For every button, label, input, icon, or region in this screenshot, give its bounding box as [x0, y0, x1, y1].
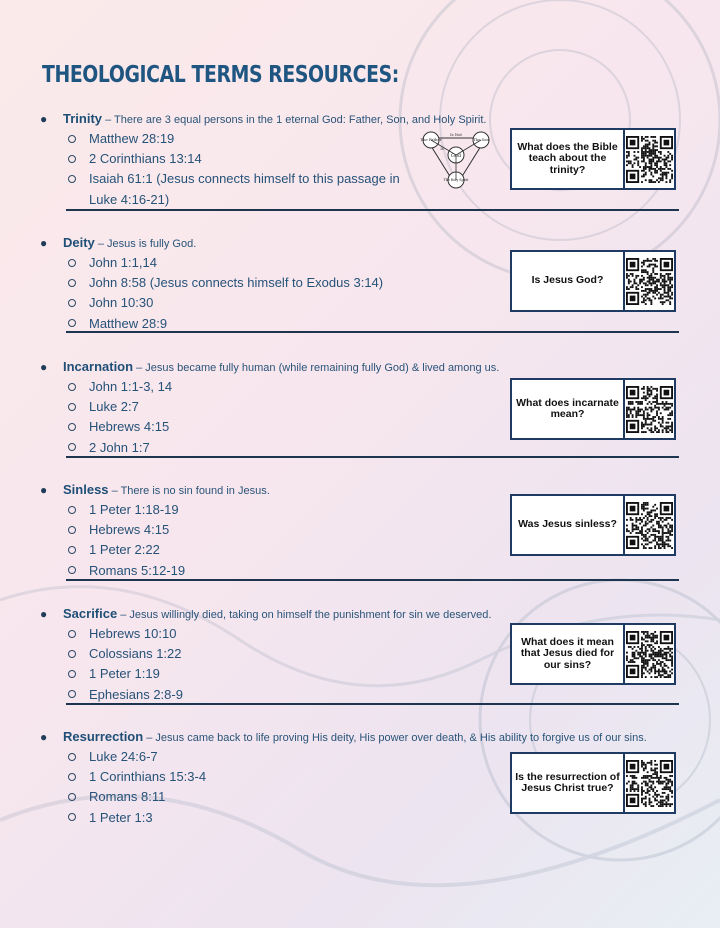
circle-bullet-icon [68, 793, 76, 801]
list-item: Hebrews 10:10 [68, 624, 183, 644]
reference-list [68, 377, 172, 458]
bullet-icon: ● [40, 236, 48, 250]
list-item: 2 John 1:7 [68, 438, 172, 458]
list-item: Hebrews 4:15 [68, 417, 172, 437]
circle-bullet-icon [68, 670, 76, 678]
qr-card-question: Is Jesus God? [512, 252, 625, 310]
term-label: Trinity [63, 111, 103, 126]
reference-list [68, 624, 183, 705]
list-item: Colossians 1:22 [68, 644, 183, 664]
circle-bullet-icon [68, 299, 76, 307]
circle-bullet-icon [68, 259, 76, 267]
section-divider [66, 331, 679, 333]
list-item: John 1:1,14 [68, 253, 383, 273]
list-item: 2 Corinthians 13:14 [68, 149, 400, 169]
bullet-icon: ● [40, 360, 48, 374]
list-item: John 1:1-3, 14 [68, 377, 172, 397]
term-label: Resurrection [63, 729, 144, 744]
circle-bullet-icon [68, 506, 76, 514]
qr-code-icon[interactable] [626, 258, 673, 305]
qr-card-deity[interactable] [510, 250, 676, 312]
reference-list [68, 129, 400, 210]
reference-list [68, 500, 185, 581]
circle-bullet-icon [68, 753, 76, 761]
circle-bullet-icon [68, 630, 76, 638]
circle-bullet-icon [68, 135, 76, 143]
circle-bullet-icon [68, 279, 76, 287]
circle-bullet-icon [68, 423, 76, 431]
diagram-spirit-label: The Holy Spirit [443, 178, 469, 182]
qr-card-question: What does the Bible teach about the trinity? [512, 130, 625, 188]
circle-bullet-icon [68, 175, 76, 183]
qr-code-icon[interactable] [626, 136, 673, 183]
list-item: Luke 24:6-7 [68, 747, 206, 767]
circle-bullet-icon [68, 690, 76, 698]
circle-bullet-icon [68, 155, 76, 163]
section-divider [66, 703, 679, 705]
section-divider [66, 456, 679, 458]
list-item: Isaiah 61:1 (Jesus connects himself to this passage in [68, 169, 400, 189]
bullet-icon: ● [40, 112, 48, 126]
list-item: Matthew 28:19 [68, 129, 400, 149]
diagram-center-label: God [450, 153, 462, 159]
qr-code-icon[interactable] [626, 386, 673, 433]
qr-card-question: What does incarnate mean? [512, 380, 625, 438]
term-description: – Jesus came back to life proving His deity, His power over death, & His ability to forgive us of our sins. [143, 732, 647, 744]
qr-code-icon[interactable] [626, 631, 673, 678]
term-label: Sacrifice [63, 606, 118, 621]
list-item: John 8:58 (Jesus connects himself to Exodus 3:14) [68, 273, 383, 293]
circle-bullet-icon [68, 403, 76, 411]
circle-bullet-icon [68, 383, 76, 391]
term-description: – There is no sin found in Jesus. [108, 485, 270, 497]
circle-bullet-icon [68, 813, 76, 821]
bullet-icon: ● [40, 483, 48, 497]
list-item: John 10:30 [68, 293, 383, 313]
diagram-son-label: The Son [473, 137, 489, 142]
term-label: Incarnation [63, 359, 134, 374]
term-description: – Jesus is fully God. [94, 238, 197, 250]
qr-code-icon[interactable] [626, 502, 673, 549]
qr-card-question: Is the resurrection of Jesus Christ true? [512, 754, 625, 812]
list-item: Romans 5:12-19 [68, 561, 185, 581]
diagram-is-label: Is [440, 147, 444, 151]
term-label: Deity [63, 235, 95, 250]
qr-card-trinity[interactable] [510, 128, 676, 190]
page-title: THEOLOGICAL TERMS RESOURCES: [42, 62, 399, 88]
qr-card-sacrifice[interactable] [510, 623, 676, 685]
section-divider [66, 579, 679, 581]
term-description: – There are 3 equal persons in the 1 eternal God: Father, Son, and Holy Spirit. [102, 114, 487, 126]
bullet-icon: ● [40, 607, 48, 621]
trinity-shield-diagram [420, 128, 492, 190]
list-item: 1 Peter 1:3 [68, 808, 206, 828]
list-item: Luke 2:7 [68, 397, 172, 417]
list-item: 1 Corinthians 15:3-4 [68, 767, 206, 787]
list-item: 1 Peter 1:19 [68, 664, 183, 684]
circle-bullet-icon [68, 319, 76, 327]
qr-card-question: What does it mean that Jesus died for our sins? [512, 625, 625, 683]
circle-bullet-icon [68, 443, 76, 451]
diagram-is-not-label: Is Not [450, 132, 462, 137]
list-item: Matthew 28:9 [68, 314, 383, 334]
circle-bullet-icon [68, 566, 76, 574]
circle-bullet-icon [68, 546, 76, 554]
term-description: – Jesus willingly died, taking on himself the punishment for sin we deserved. [117, 609, 492, 621]
bullet-icon: ● [40, 730, 48, 744]
list-item: Hebrews 4:15 [68, 520, 185, 540]
qr-card-incarnation[interactable] [510, 378, 676, 440]
section-divider [66, 209, 679, 211]
circle-bullet-icon [68, 526, 76, 534]
term-description: – Jesus became fully human (while remaining fully God) & lived among us. [133, 362, 500, 374]
list-item: Luke 4:16-21) [89, 191, 170, 207]
qr-card-question: Was Jesus sinless? [512, 496, 625, 554]
list-item: Romans 8:11 [68, 787, 206, 807]
diagram-father-label: The Father [420, 137, 442, 142]
list-item: Ephesians 2:8-9 [68, 685, 183, 705]
circle-bullet-icon [68, 773, 76, 781]
list-item: 1 Peter 2:22 [68, 540, 185, 560]
qr-card-sinless[interactable] [510, 494, 676, 556]
qr-card-resurrection[interactable] [510, 752, 676, 814]
qr-code-icon[interactable] [626, 760, 673, 807]
reference-list [68, 253, 383, 334]
term-label: Sinless [63, 482, 109, 497]
circle-bullet-icon [68, 650, 76, 658]
reference-list [68, 747, 206, 828]
list-item: 1 Peter 1:18-19 [68, 500, 185, 520]
